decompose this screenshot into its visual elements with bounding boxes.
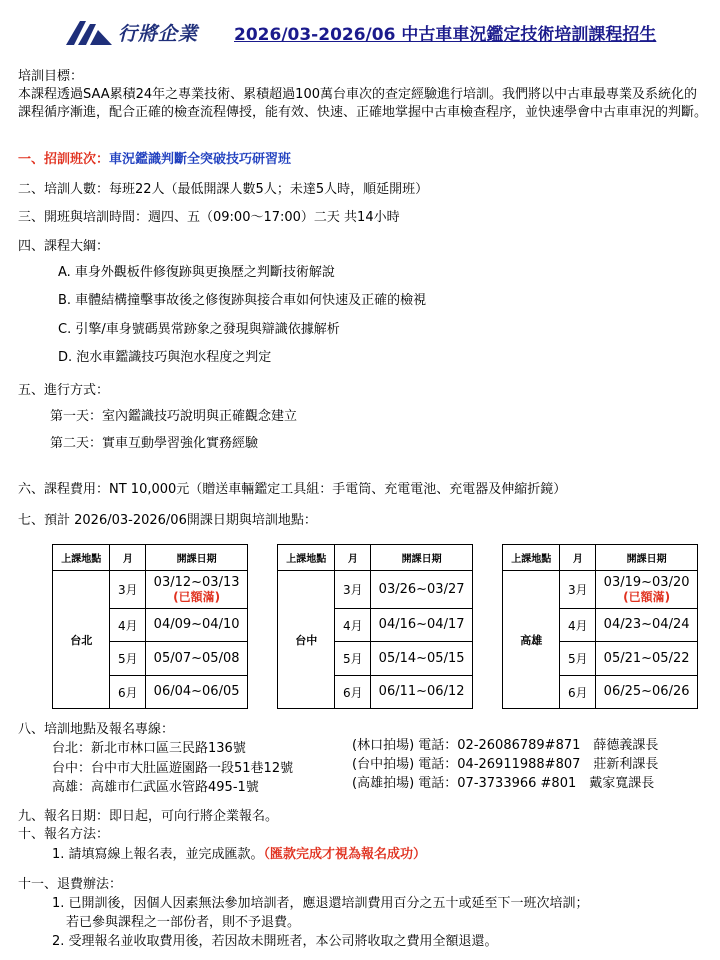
refund-item: 1. 已開訓後，因個人因素無法參加培訓者，應退還培訓費用百分之五十或延至下一班次培訓； xyxy=(52,896,589,911)
section-refund-label: 十一、退費辦法： xyxy=(18,877,123,892)
method-item: 第二天：實車互動學習強化實務經驗 xyxy=(50,436,259,451)
header xyxy=(64,16,704,50)
date-cell: 04/09~04/10 xyxy=(146,609,248,642)
logo-text: 行將企業 xyxy=(118,23,199,45)
month-cell: 5月 xyxy=(335,642,371,676)
schedule-table-kaohsiung xyxy=(502,544,698,709)
date-cell: 05/21~05/22 xyxy=(596,642,698,676)
header-location: 上課地點 xyxy=(278,545,335,571)
outline-item: C. 引擎/車身號碼異常跡象之發現與辯識依據解析 xyxy=(58,322,340,337)
header-month: 月 xyxy=(560,545,596,571)
month-cell: 6月 xyxy=(335,676,371,709)
contact-line: (高雄拍場) 電話：07-3733966 #801 戴家寬課長 xyxy=(352,776,655,791)
address-line: 台北：新北市林口區三民路136號 xyxy=(52,741,246,756)
month-cell: 3月 xyxy=(110,571,146,609)
header-location: 上課地點 xyxy=(503,545,560,571)
page-title: 2026/03-2026/06 中古車車況鑑定技術培訓課程招生 xyxy=(234,25,657,45)
contact-line: (台中拍場) 電話：04-26911988#807 莊新利課長 xyxy=(352,757,659,772)
header-date: 開課日期 xyxy=(596,545,698,571)
registration-step-text: 1. 請填寫線上報名表，並完成匯款。 xyxy=(52,847,264,862)
registration-note: （匯款完成才視為報名成功） xyxy=(263,847,427,862)
outline-item: D. 泡水車鑑識技巧與泡水程度之判定 xyxy=(58,350,272,365)
date-cell xyxy=(596,571,698,609)
method-item: 第一天：室內鑑識技巧說明與正確觀念建立 xyxy=(50,409,298,424)
month-cell: 5月 xyxy=(110,642,146,676)
date-cell: 04/16~04/17 xyxy=(371,609,473,642)
header-date: 開課日期 xyxy=(146,545,248,571)
section-class xyxy=(18,151,291,168)
month-cell: 3月 xyxy=(560,571,596,609)
month-cell: 6月 xyxy=(560,676,596,709)
section-fee: 六、課程費用：NT 10,000元（贈送車輛鑑定工具組：手電筒、充電電池、充電器及伸縮折鏡） xyxy=(18,482,567,497)
company-logo xyxy=(64,16,234,50)
date-cell: 06/11~06/12 xyxy=(371,676,473,709)
month-cell: 4月 xyxy=(560,609,596,642)
address-line: 高雄：高雄市仁武區水管路495-1號 xyxy=(52,780,259,795)
refund-item: 2. 受理報名並收取費用後，若因故未開班者，本公司將收取之費用全額退還。 xyxy=(52,934,498,949)
section-location-label: 八、培訓地點及報名專線： xyxy=(18,722,175,737)
section-class-value: 車況鑑識判斷全突破技巧研習班 xyxy=(109,152,292,167)
contact-line: (林口拍場) 電話：02-26086789#871 薛德義課長 xyxy=(352,738,659,753)
location-cell: 高雄 xyxy=(503,571,560,709)
date-text: 03/12~03/13 xyxy=(153,574,240,590)
section-method-label: 五、進行方式： xyxy=(18,383,110,398)
section-dates-label: 七、預計 2026/03-2026/06開課日期與培訓地點： xyxy=(18,513,317,528)
schedule-table-taipei xyxy=(52,544,248,709)
date-cell: 03/26~03/27 xyxy=(371,571,473,609)
date-text: 03/19~03/20 xyxy=(603,574,690,590)
month-cell: 6月 xyxy=(110,676,146,709)
month-cell: 3月 xyxy=(335,571,371,609)
section-registration-date: 九、報名日期：即日起，可向行將企業報名。 xyxy=(18,809,279,824)
training-goal-label: 培訓目標： xyxy=(18,69,84,84)
date-cell: 04/23~04/24 xyxy=(596,609,698,642)
date-cell: 06/04~06/05 xyxy=(146,676,248,709)
outline-item: B. 車體結構撞擊事故後之修復跡與接合車如何快速及正確的檢視 xyxy=(58,293,427,308)
location-cell: 台北 xyxy=(53,571,110,709)
section-schedule-time: 三、開班與培訓時間：週四、五（09:00～17:00）二天 共14小時 xyxy=(18,210,400,225)
section-registration-method-label: 十、報名方法： xyxy=(18,827,110,842)
training-goal-text: 本課程透過SAA累積24年之專業技術、累積超過100萬台車次的查定經驗進行培訓。我們將以中古車最專業及系統化的課程循序漸進，配合正確的檢查流程傳授，能有效、快速、正確地掌握中古車檢查程序，並快速學會中古車車況的判斷。 xyxy=(18,87,708,120)
registration-step xyxy=(52,846,426,863)
header-date: 開課日期 xyxy=(371,545,473,571)
address-line: 台中：台中市大肚區遊園路一段51巷12號 xyxy=(52,761,294,776)
schedule-table-taichung xyxy=(277,544,473,709)
location-cell: 台中 xyxy=(278,571,335,709)
date-cell: 05/14~05/15 xyxy=(371,642,473,676)
full-badge: (已額滿) xyxy=(173,589,221,604)
logo-mark-icon xyxy=(64,18,114,46)
date-cell: 05/07~05/08 xyxy=(146,642,248,676)
section-outline-label: 四、課程大綱： xyxy=(18,239,110,254)
section-capacity: 二、培訓人數：每班22人（最低開課人數5人；未達5人時，順延開班） xyxy=(18,182,429,197)
header-month: 月 xyxy=(110,545,146,571)
section-class-label: 一、招訓班次： xyxy=(18,152,110,167)
training-goal xyxy=(18,68,708,122)
date-cell xyxy=(146,571,248,609)
month-cell: 5月 xyxy=(560,642,596,676)
refund-item-continued: 若已參與課程之一部份者，則不予退費。 xyxy=(66,915,301,930)
full-badge: (已額滿) xyxy=(623,589,671,604)
month-cell: 4月 xyxy=(110,609,146,642)
month-cell: 4月 xyxy=(335,609,371,642)
header-month: 月 xyxy=(335,545,371,571)
header-location: 上課地點 xyxy=(53,545,110,571)
date-cell: 06/25~06/26 xyxy=(596,676,698,709)
outline-item: A. 車身外觀板件修復跡與更換歷之判斷技術解說 xyxy=(58,265,335,280)
